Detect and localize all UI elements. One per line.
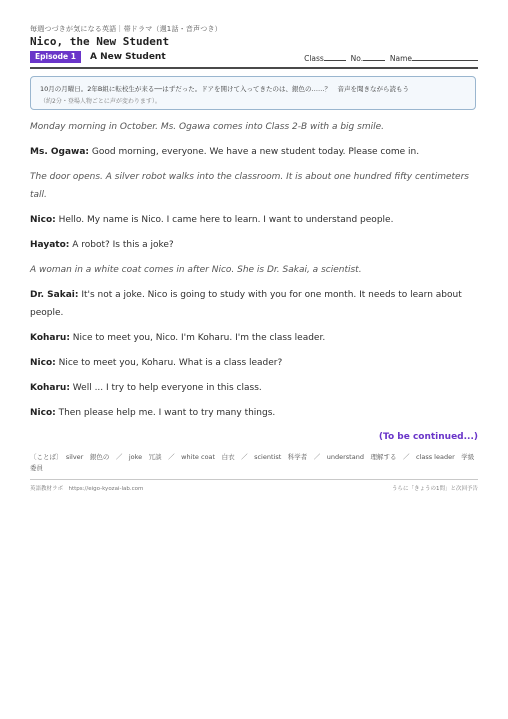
speaker-name: Nico: — [30, 408, 56, 418]
speaker-name: Ms. Ogawa: — [30, 147, 90, 157]
series-caption: 毎週つづきが気になる英語｜帯ドラマ（週1話・音声つき） — [30, 25, 222, 33]
vocabulary-list: 〔ことば〕 silver 銀色の ／ joke 冗談 ／ white coat 白衣 ／ scientist 科学者 ／ understand 理解する ／ class leader 学級委員 — [30, 453, 475, 472]
dialogue-line — [30, 211, 478, 229]
student-info-fields — [304, 52, 478, 65]
speaker-name: Koharu: — [30, 333, 70, 343]
no-label: No. — [350, 54, 364, 63]
name-blank[interactable] — [412, 52, 478, 61]
line-text: The door opens. A silver robot walks into the classroom. It is about one hundred fifty centimeters tall. — [30, 172, 469, 200]
intro-box — [30, 76, 476, 110]
line-text: Hello. My name is Nico. I came here to learn. I want to understand people. — [55, 215, 394, 225]
line-text: A woman in a white coat comes in after Nico. She is Dr. Sakai, a scientist. — [30, 265, 362, 275]
dialogue-line — [30, 404, 478, 422]
episode-subtitle: A New Student — [90, 52, 166, 62]
line-text: Good morning, everyone. We have a new student today. Please come in. — [89, 147, 420, 157]
dialogue-line — [30, 354, 478, 372]
line-text: A robot? Is this a joke? — [69, 240, 174, 250]
dialogue-line — [30, 286, 478, 322]
speaker-name: Dr. Sakai: — [30, 290, 79, 300]
line-text: Nice to meet you, Nico. I'm Koharu. I'm the class leader. — [69, 333, 326, 343]
line-text: Nice to meet you, Koharu. What is a class leader? — [55, 358, 283, 368]
header-divider — [30, 67, 478, 69]
footer-left: 英語教材ラボ https://eigo-kyozai-lab.com — [30, 486, 144, 492]
intro-line-1: 10月の月曜日。2年B組に転校生が来る──はずだった。ドアを開けて入ってきたのは、銀色の……？ 音声を聞きながら読もう — [40, 85, 409, 93]
page-title: Nico, the New Student — [30, 35, 170, 48]
narration-line — [30, 118, 478, 136]
dialogue-line — [30, 329, 478, 347]
class-blank[interactable] — [324, 52, 346, 61]
no-blank[interactable] — [363, 52, 385, 61]
story-text — [30, 118, 478, 429]
speaker-name: Nico: — [30, 215, 56, 225]
speaker-name: Nico: — [30, 358, 56, 368]
to-be-continued: (To be continued...) — [378, 432, 478, 442]
narration-line — [30, 168, 478, 204]
episode-badge: Episode 1 — [30, 51, 81, 63]
footer-divider — [30, 479, 478, 480]
episode-row — [30, 51, 478, 64]
class-label: Class — [304, 54, 324, 63]
narration-line — [30, 261, 478, 279]
intro-line-2: （約2分・登場人物ごとに声が変わります）。 — [40, 98, 161, 105]
line-text: Monday morning in October. Ms. Ogawa comes into Class 2-B with a big smile. — [30, 122, 384, 132]
speaker-name: Hayato: — [30, 240, 70, 250]
line-text: Then please help me. I want to try many things. — [55, 408, 276, 418]
footer-right: うらに「きょうの1問」と次回予告 — [391, 486, 478, 492]
dialogue-line — [30, 143, 478, 161]
line-text: It's not a joke. Nico is going to study with you for one month. It needs to learn about people. — [30, 290, 462, 318]
name-label: Name — [389, 54, 412, 63]
line-text: Well ... I try to help everyone in this class. — [69, 383, 262, 393]
speaker-name: Koharu: — [30, 383, 70, 393]
dialogue-line — [30, 236, 478, 254]
dialogue-line — [30, 379, 478, 397]
